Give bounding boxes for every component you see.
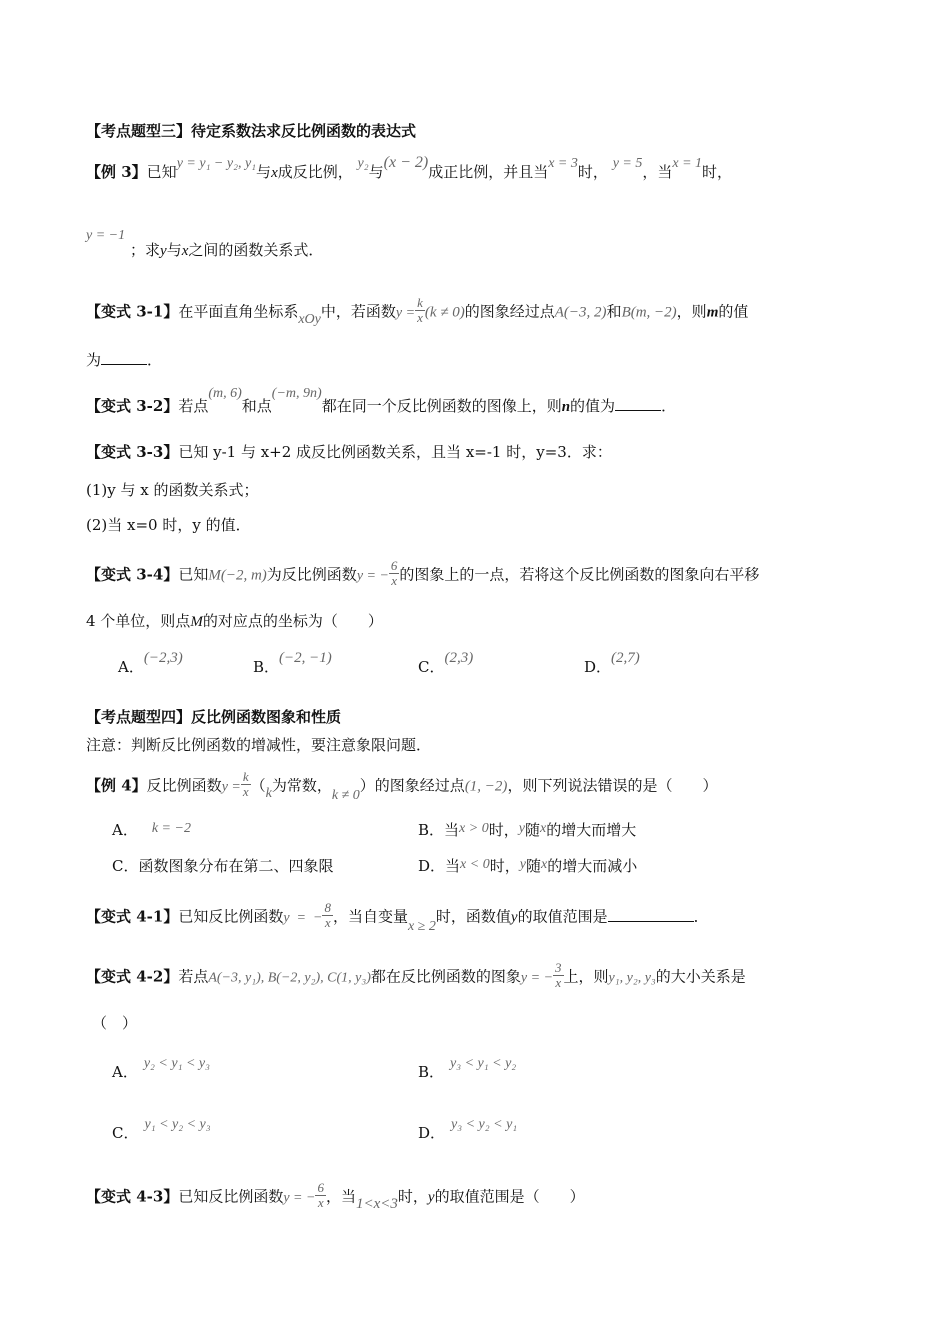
option-b[interactable] [418,1056,517,1084]
option-label: A． [118,658,144,676]
text: ． [147,351,163,369]
text: 时，函数值 [435,907,511,926]
option-value: (−2, −1) [279,650,332,666]
option-label: D． [584,658,612,676]
math-expression: y = y₁ − y₂, y₁ [176,156,257,171]
text: 反比例函数 [146,776,222,795]
text: 若点 [178,967,209,986]
fraction [322,901,333,930]
math-expression: k [265,785,272,801]
numerator: k [417,295,423,310]
option-d[interactable] [418,1117,518,1145]
variant-4-3-tag: 【变式 4-3】 [86,1187,179,1206]
variant-3-2-tag: 【变式 3-2】 [86,397,179,415]
text: 当 [444,821,460,839]
option-label: B． [418,1063,445,1081]
math-expression: y = − [520,970,554,986]
math-expression: y₂ [357,156,369,171]
denominator: x [317,1195,324,1210]
text: ，当 [325,1187,356,1206]
option-c[interactable] [112,1117,211,1145]
option-label: C． [418,658,445,676]
option-value: y₂ < y₁ < y₃ [143,1056,210,1071]
math-expression: 1<x<3 [355,1195,398,1212]
text: 时， [702,163,733,181]
text: 为 [86,351,102,369]
text: 的取值范围是（ ） [434,1187,585,1206]
variant-3-1-tag: 【变式 3-1】 [86,302,179,321]
option-label: A． [112,1063,138,1081]
option-value: k = −2 [151,821,191,836]
math-expression: (−m, 9n) [271,386,322,401]
text: 若点 [178,397,209,415]
text: 4 个单位，则点 [86,612,191,630]
denominator: x [324,915,331,930]
math-expression: A(−3, 2) [554,304,607,321]
text: 当 [445,857,461,875]
text: ． [693,907,709,926]
math-expression: x ≥ 2 [407,918,436,934]
text: 时， [397,1187,428,1206]
text: 已知反比例函数 [178,907,284,926]
variable-x: x [271,165,278,181]
variant-3-3-tag: 【变式 3-3】 [86,443,179,461]
variant-4-2 [86,960,746,992]
section-4-heading: 【考点题型四】反比例函数图象和性质 [86,708,342,726]
text: 之间的函数关系式． [188,241,324,259]
text: 中，若函数 [320,302,396,321]
text: 的大小关系是 [655,967,746,986]
text: 时， [489,857,520,875]
variant-3-4-line-2 [86,611,383,632]
denominator: x [391,573,398,588]
math-expression: y = [395,305,416,321]
denominator: x [555,975,562,990]
text: 已知 [146,163,177,181]
variant-3-1-line-1 [86,295,749,327]
variant-4-1-tag: 【变式 4-1】 [86,907,179,926]
text: 在平面直角坐标系 [178,302,299,321]
math-expression: x = 1 [672,156,703,171]
text: 上，则 [563,967,609,986]
option-c[interactable]: C．函数图象分布在第二、四象限 [112,857,334,875]
fraction [241,770,251,799]
text: 与 [368,163,384,181]
text: ）的图象经过点 [359,776,465,795]
text: 已知 [178,565,209,584]
text: 的对应点的坐标为（ ） [202,612,383,630]
math-expression: y = −1 [86,228,126,243]
text: 的值为 [570,397,616,415]
text: ． [661,397,677,415]
text: 已知反比例函数 [178,1187,284,1206]
math-expression: x [540,857,548,872]
variable-y: y [427,1189,435,1206]
math-expression: A(−3, y₁), B(−2, y₂), C(1, y₃) [208,970,371,986]
option-d[interactable] [584,650,640,678]
math-expression: y [518,821,525,836]
math-expression: x < 0 [460,857,490,872]
variant-4-2-tag: 【变式 4-2】 [86,967,179,986]
option-c[interactable] [418,650,474,678]
answer-parentheses: （ ） [92,1014,138,1032]
variant-3-4-tag: 【变式 3-4】 [86,565,179,584]
option-value: y₁ < y₂ < y₃ [144,1117,211,1132]
option-a[interactable] [118,650,183,678]
example-3-tag: 【例 3】 [86,163,147,181]
math-expression: xOy [298,311,321,327]
fraction [315,1181,326,1210]
option-label: A． [112,821,138,839]
fraction [553,961,564,990]
math-expression: y₁, y₂, y₃ [608,970,656,986]
option-value: y₃ < y₁ < y₂ [450,1056,517,1071]
numerator: 3 [555,960,562,975]
numerator: 6 [390,558,398,573]
variable-m: m [706,304,719,321]
denominator: x [242,784,249,799]
option-label: D． [418,1124,446,1142]
option-value: (−2,3) [143,650,183,666]
text: 时， [577,163,608,181]
variant-3-3-question-2: (2)当 x=0 时，y 的值． [86,516,251,534]
math-expression: y = − [283,1190,316,1206]
option-label: B． [418,821,445,839]
text: 和 [606,302,622,321]
math-expression: (x − 2) [383,154,429,171]
option-label: C． [112,1124,139,1142]
text: 都在同一个反比例函数的图像上，则 [321,397,562,415]
variable-y: y [510,909,518,926]
option-d[interactable] [418,856,637,878]
denominator: x [417,310,423,325]
text: 成正比例，并且当 [428,163,549,181]
text: 的增大而增大 [546,821,637,839]
math-expression: x [539,821,547,836]
example-3-line-2 [130,240,323,261]
text: 的增大而减小 [547,857,638,875]
note: 注意：判断反比例函数的增减性，要注意象限问题． [86,736,432,754]
text: 随 [525,857,541,875]
option-a[interactable] [112,820,191,842]
text: 为常数， [271,776,332,795]
variant-3-2 [86,386,677,418]
section-3-heading: 【考点题型三】待定系数法求反比例函数的表达式 [86,122,417,140]
example-4 [86,769,718,803]
variant-3-3-question-1: (1)y 与 x 的函数关系式； [86,481,259,499]
variable-M: M [190,614,203,630]
math-expression: x > 0 [459,821,489,836]
answer-blank[interactable] [608,907,694,922]
text: ；求 [130,241,161,259]
math-expression: y = − [283,910,323,926]
variant-3-4-line-1 [86,558,760,590]
text: 为反比例函数 [266,565,357,584]
option-label: B． [253,658,280,676]
variant-4-1 [86,900,709,934]
numerator: 8 [324,900,331,915]
text: ，则 [676,302,707,321]
answer-blank[interactable] [101,350,147,365]
option-b[interactable] [253,650,332,678]
option-b[interactable] [418,820,636,842]
text: 的取值范围是 [517,907,608,926]
example-3-line-1 [86,154,733,184]
numerator: k [242,769,249,784]
variant-4-3 [86,1180,585,1212]
answer-blank[interactable] [615,396,661,411]
text: 和点 [241,397,272,415]
math-expression: y = [221,779,241,795]
math-expression: y = 5 [612,156,643,171]
variant-3-1-line-2 [86,350,162,370]
text: 都在反比例函数的图象 [370,967,521,986]
math-expression: (1, −2) [464,778,508,795]
variable-y: y [160,243,167,259]
text: 成反比例， [277,163,353,181]
text: 已知 y-1 与 x+2 成反比例函数关系，且当 x=-1 时，y=3．求： [178,443,612,461]
math-expression: B(m, −2) [621,304,677,321]
example-4-tag: 【例 4】 [86,776,147,795]
math-expression: y = − [356,568,389,584]
variant-3-3 [86,442,612,462]
math-expression: y [519,857,526,872]
math-expression: k ≠ 0 [331,787,360,803]
variable-n: n [561,399,571,415]
option-label: D． [418,857,446,875]
fraction [389,559,400,588]
text: 时， [488,821,519,839]
math-expression: (m, 6) [208,386,242,401]
text: 的图象上的一点，若将这个反比例函数的图象向右平移 [399,565,760,584]
text: ，则下列说法错误的是（ ） [507,776,718,795]
text: 与 [256,163,272,181]
text: 与 [166,241,182,259]
numerator: 6 [317,1180,324,1195]
text: 随 [524,821,540,839]
math-expression: M(−2, m) [208,567,267,584]
math-expression: (k ≠ 0) [424,304,465,321]
option-value: (2,3) [444,650,474,666]
option-value: y₃ < y₂ < y₁ [451,1117,518,1132]
option-a[interactable] [112,1056,210,1084]
text: 的值 [718,302,749,321]
math-expression: x = 3 [548,156,578,171]
text: 的图象经过点 [464,302,555,321]
fraction [415,296,425,325]
variable-x: x [181,243,189,259]
text: ，当 [642,163,673,181]
text: （ [250,776,266,795]
option-value: (2,7) [611,650,640,666]
text: ，当自变量 [332,907,408,926]
